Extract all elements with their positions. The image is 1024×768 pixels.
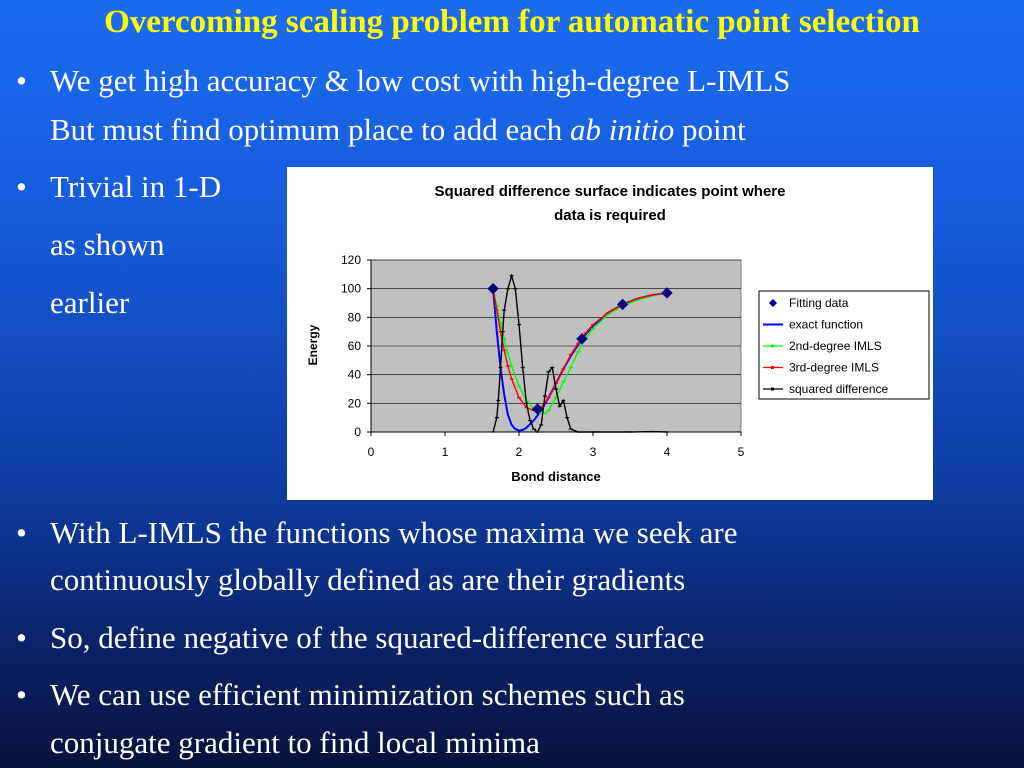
bullet-text: We get high accuracy & low cost with high-degree L-IMLS <box>50 63 791 98</box>
y-axis-label: Energy <box>306 324 320 366</box>
bullet-marker: • <box>16 677 27 712</box>
bullet-conjugate-gradient: conjugate gradient to find local minima <box>50 725 540 760</box>
x-tick-label: 2 <box>515 445 523 459</box>
bullet-marker: • <box>16 515 27 550</box>
bullet-marker: • <box>16 63 27 98</box>
x-tick-label: 4 <box>663 445 671 459</box>
x-axis-label: Bond distance <box>511 469 601 484</box>
y-tick-label: 40 <box>347 367 361 382</box>
bullet-marker: • <box>16 620 27 655</box>
chart-title-line-2: data is required <box>554 207 666 224</box>
bullet-text: But must find optimum place to add each <box>50 112 571 147</box>
bullet-text: With L-IMLS the functions whose maxima we seek are <box>50 515 738 550</box>
x-tick-label: 5 <box>737 445 745 459</box>
bullet-earlier: earlier <box>50 285 130 320</box>
y-tick-label: 0 <box>354 425 361 439</box>
bullet-marker: • <box>16 169 27 204</box>
bullet-text: Trivial in 1-D <box>50 169 222 204</box>
legend-label: Fitting data <box>789 296 849 310</box>
legend-label: squared difference <box>789 382 889 396</box>
y-tick-label: 120 <box>340 253 361 267</box>
bullet-high-accuracy <box>16 62 790 100</box>
plot-area <box>341 253 745 459</box>
bullet-efficient-minimization <box>16 676 685 714</box>
y-tick-label: 60 <box>347 339 361 353</box>
y-tick-label: 20 <box>347 396 361 411</box>
bullet-text: We can use efficient minimization schemes such as <box>50 677 685 712</box>
slide-title: Overcoming scaling problem for automatic point selection <box>104 4 920 40</box>
chart-panel <box>287 167 933 500</box>
legend-marker-dot <box>771 345 774 348</box>
bullet-as-shown: as shown <box>50 227 165 262</box>
legend-marker-dot <box>771 388 774 391</box>
bullet-continuously-defined: continuously globally defined as are their gradients <box>50 562 686 597</box>
bullet-trivial-1d <box>16 168 221 206</box>
bullet-text: point <box>674 112 746 147</box>
legend-label: exact function <box>789 317 864 332</box>
bullet-emphasis: ab initio <box>570 112 675 147</box>
bullet-define-negative <box>16 619 704 657</box>
bullet-text: So, define negative of the squared-difference surface <box>50 620 705 655</box>
bullet-optimum-place <box>50 111 746 149</box>
squared-difference-chart <box>287 167 933 500</box>
legend-label: 3rd-degree IMLS <box>789 360 880 375</box>
chart-title-line-1: Squared difference surface indicates point where <box>434 183 786 200</box>
legend-label: 2nd-degree IMLS <box>789 339 882 353</box>
x-tick-label: 3 <box>589 445 597 459</box>
y-tick-label: 80 <box>347 310 361 325</box>
legend-marker-dot <box>771 366 774 369</box>
x-tick-label: 0 <box>367 445 375 459</box>
legend <box>759 291 929 399</box>
x-tick-label: 1 <box>441 445 449 459</box>
bullet-l-imls-functions <box>16 514 737 552</box>
y-tick-label: 100 <box>340 281 361 296</box>
